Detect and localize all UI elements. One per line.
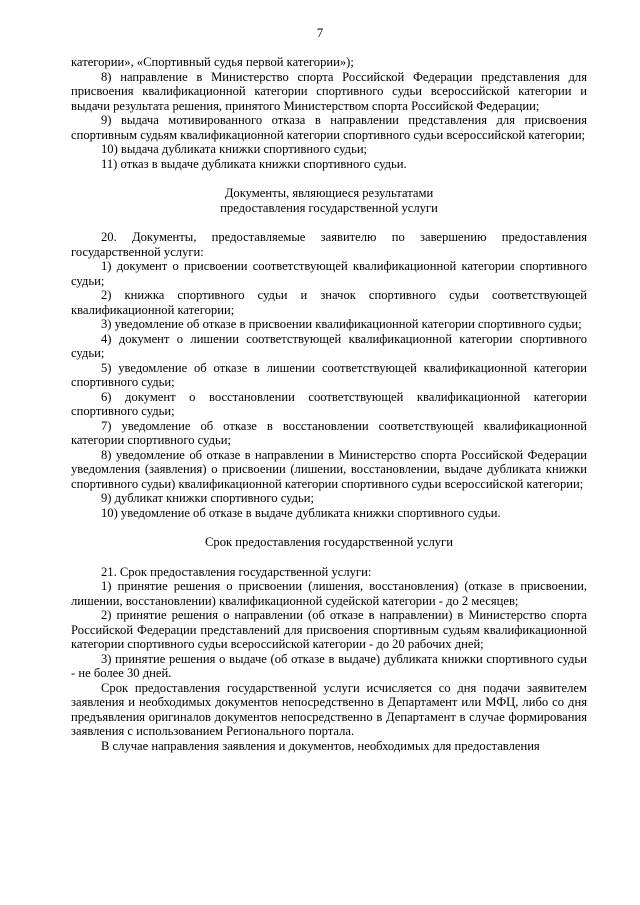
spacer bbox=[71, 215, 587, 230]
paragraph: 3) уведомление об отказе в присвоении квалификационной категории спортивного судьи; bbox=[101, 317, 582, 331]
spacer bbox=[71, 520, 587, 535]
paragraph: 10) выдача дубликата книжки спортивного судьи; bbox=[101, 142, 368, 156]
paragraph: В случае направления заявления и документов, необходимых для предоставления bbox=[101, 738, 540, 753]
section-heading: Документы, являющиеся результатами bbox=[224, 186, 434, 200]
paragraph: 2) принятие решения о направлении (об отказе в направлении) в Министерство спорта Российской Федерации представлений для присвоения спортивным судьям квалификационной категории спортивного судьи всероссийской категории - до 20 рабочих дней; bbox=[71, 608, 587, 651]
paragraph: 4) документ о лишении соответствующей квалификационной категории спортивного судьи; bbox=[71, 331, 587, 360]
paragraph: 11) отказ в выдаче дубликата книжки спортивного судьи. bbox=[101, 156, 407, 171]
paragraph: 1) документ о присвоении соответствующей квалификационной категории спортивного судьи; bbox=[71, 259, 587, 288]
paragraph: 20. Документы, предоставляемые заявителю по завершению предоставления государственной услуги: bbox=[71, 230, 587, 259]
paragraph: 9) выдача мотивированного отказа в направлении представления для присвоения спортивным судьям квалификационной категории спортивного судьи всероссийской категории; bbox=[71, 113, 587, 142]
spacer bbox=[71, 171, 587, 186]
section-heading: предоставления государственной услуги bbox=[220, 200, 438, 215]
paragraph: 10) уведомление об отказе в выдаче дубликата книжки спортивного судьи. bbox=[101, 505, 501, 520]
paragraph: 1) принятие решения о присвоении (лишения, восстановления) (отказе в присвоении, лишении, восстановлении) квалификационной судейской категории - до 2 месяцев; bbox=[71, 579, 587, 608]
paragraph: Срок предоставления государственной услуги исчисляется со дня подачи заявителем заявления и необходимых документов непосредственно в Департамент или МФЦ, либо со дня предъявления оригиналов документов непосредственно в Департамент в случае формирования заявления с использованием Регионального портала. bbox=[71, 680, 587, 738]
paragraph: 3) принятие решения о выдаче (об отказе в выдаче) дубликата книжки спортивного судьи - не более 30 дней. bbox=[71, 651, 587, 680]
paragraph: 7) уведомление об отказе в восстановлении соответствующей квалификационной категории спортивного судьи; bbox=[71, 418, 587, 447]
document-body bbox=[71, 55, 587, 753]
section-heading: Срок предоставления государственной услуги bbox=[205, 535, 453, 549]
page-number: 7 bbox=[316, 26, 324, 40]
spacer bbox=[71, 550, 587, 565]
paragraph: категории», «Спортивный судья первой категории»); bbox=[71, 55, 354, 69]
paragraph: 5) уведомление об отказе в лишении соответствующей квалификационной категории спортивного судьи; bbox=[71, 360, 587, 389]
paragraph: 6) документ о восстановлении соответствующей квалификационной категории спортивного судьи; bbox=[71, 389, 587, 418]
paragraph: 2) книжка спортивного судьи и значок спортивного судьи соответствующей квалификационной категории; bbox=[71, 288, 587, 317]
paragraph: 8) направление в Министерство спорта Российской Федерации представления для присвоения квалификационной категории спортивного судьи всероссийской категории и выдачи результата решения, принятого Министерством спорта Российской Федерации; bbox=[71, 69, 587, 113]
paragraph: 21. Срок предоставления государственной услуги: bbox=[101, 564, 372, 579]
paragraph: 8) уведомление об отказе в направлении в Министерство спорта Российской Федерации уведомления (заявления) о присвоении (лишении, восстановлении, выдаче дубликата книжки спортивного судьи) квалификационной категории спортивного судьи всероссийской категории; bbox=[71, 447, 587, 491]
paragraph: 9) дубликат книжки спортивного судьи; bbox=[101, 491, 315, 505]
